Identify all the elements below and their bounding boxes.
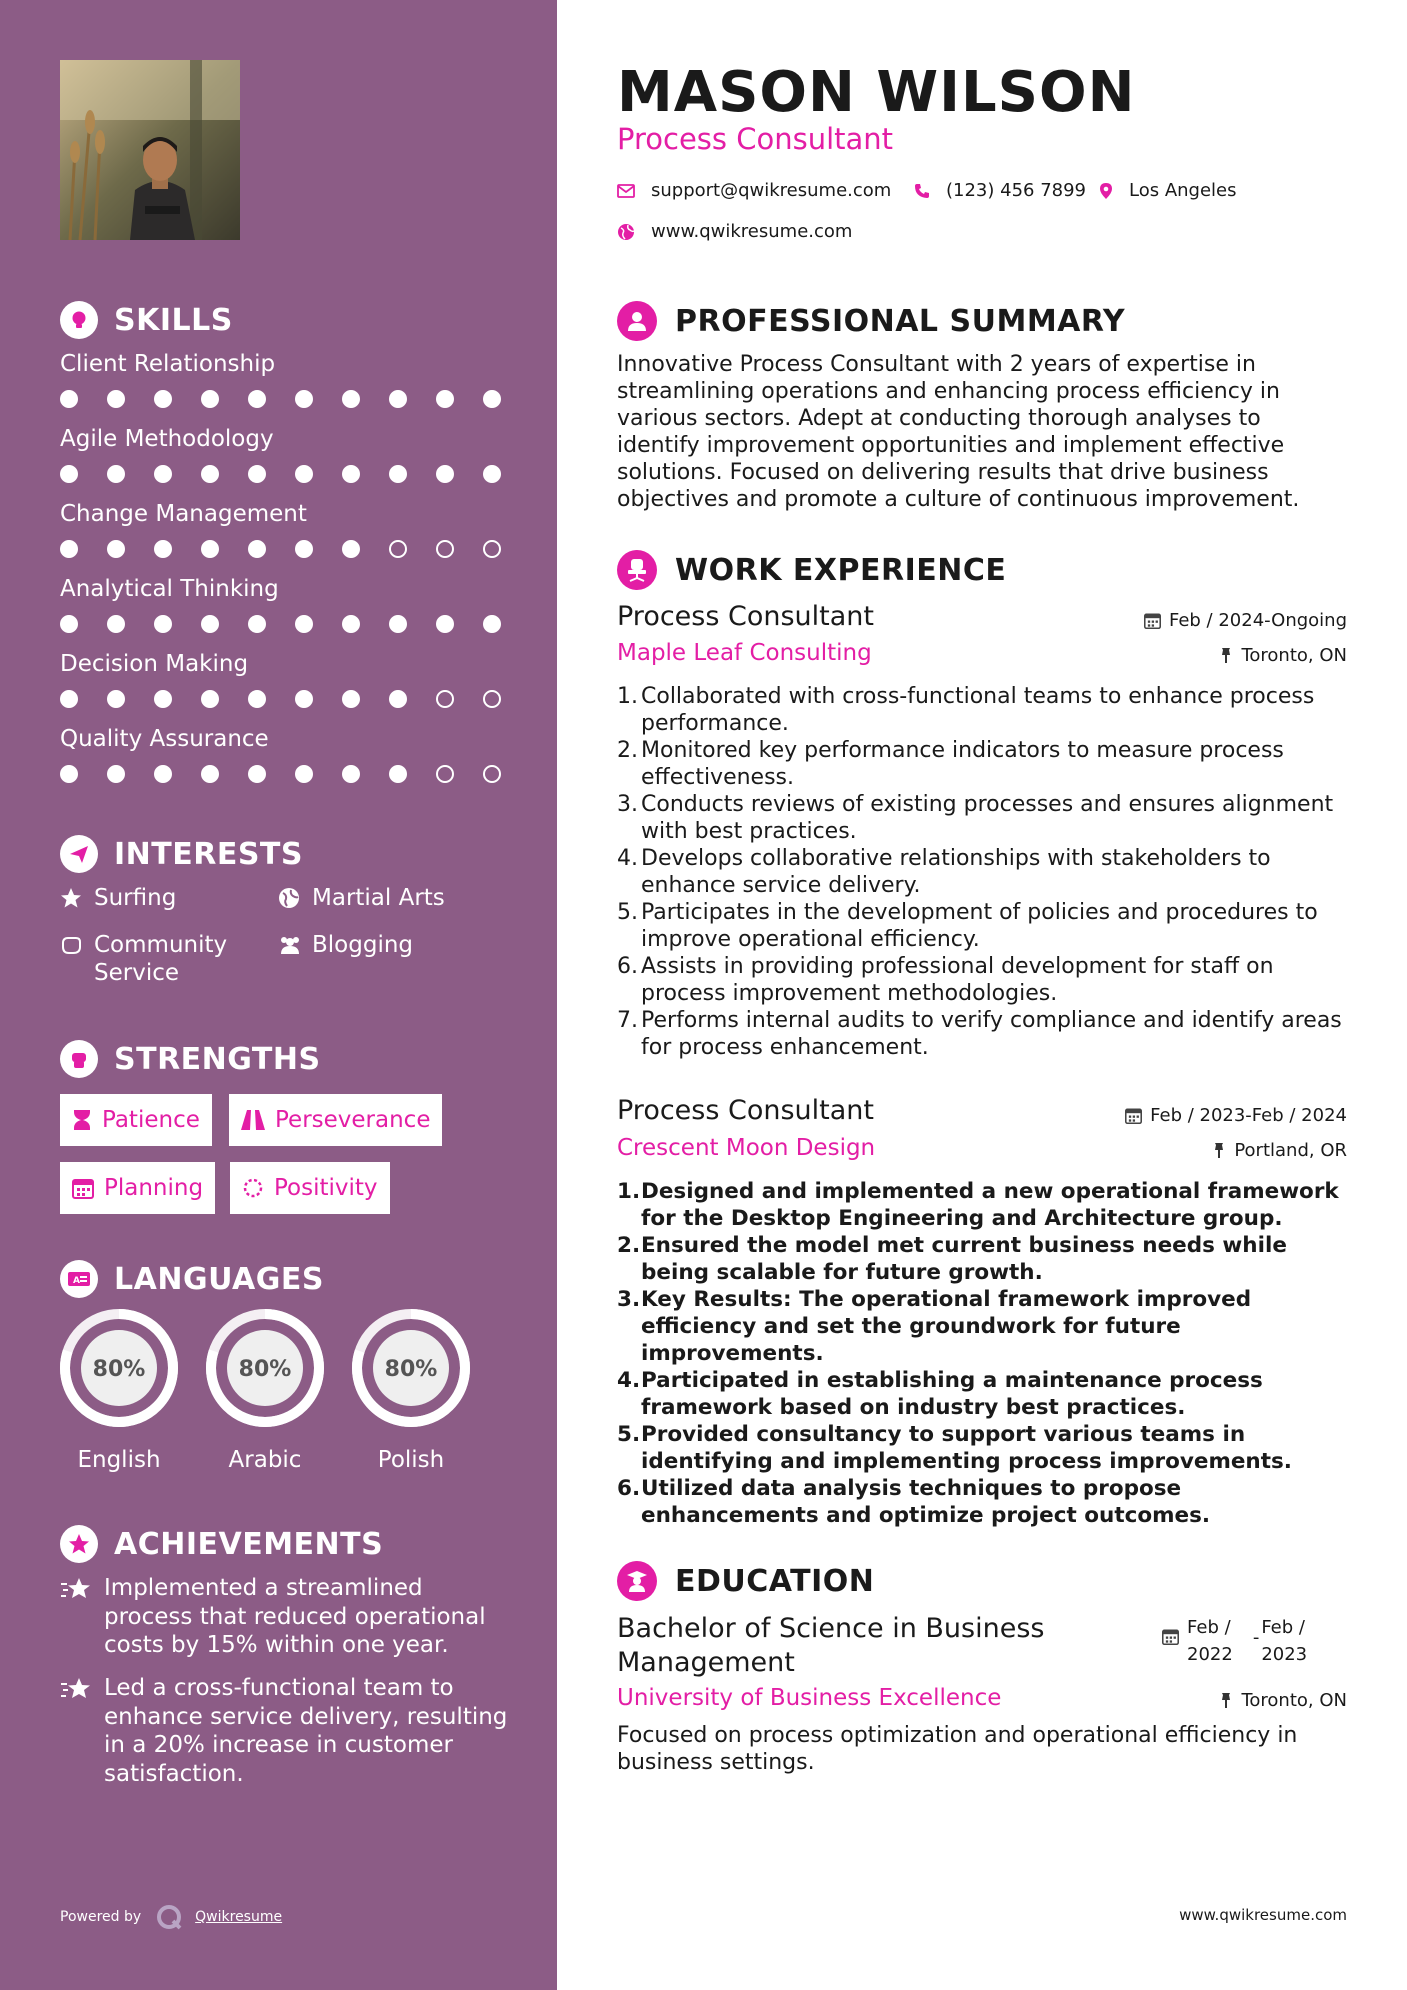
skill-dot-filled (107, 390, 125, 408)
skill-dot-filled (154, 540, 172, 558)
skill-dot-filled (483, 465, 501, 483)
language-item (350, 1307, 472, 1473)
duty-item: 5. Provided consultancy to support various teams in identifying and implementing process improvements. (617, 1422, 1292, 1474)
sparkle-star-icon (60, 1576, 92, 1660)
achievements-title: ACHIEVEMENTS (114, 1526, 384, 1562)
skill-name: Analytical Thinking (60, 576, 279, 602)
strengths-title: STRENGTHS (114, 1041, 321, 1077)
interest-item: Blogging (278, 931, 413, 963)
skill-dot-empty (483, 690, 501, 708)
achievements-heading (60, 1525, 383, 1563)
skill-dot-filled (342, 540, 360, 558)
profile-photo (60, 60, 240, 240)
star-icon (60, 887, 82, 916)
skill-dot-filled (483, 615, 501, 633)
interests-heading (60, 835, 303, 873)
language-item (58, 1307, 180, 1473)
skill-dot-filled (389, 690, 407, 708)
pushpin-icon (1219, 1692, 1233, 1709)
interest-item: Surfing (60, 884, 176, 916)
sparkle-star-icon (60, 1676, 92, 1788)
footer-url[interactable]: www.qwikresume.com (1179, 1906, 1347, 1924)
skill-dot-filled (107, 465, 125, 483)
skill-name: Change Management (60, 501, 307, 527)
skill-dot-empty (389, 540, 407, 558)
qwikresume-link[interactable]: Qwikresume (195, 1909, 283, 1925)
interest-item: Community Service (60, 931, 240, 987)
job-date: Feb / 2023-Feb / 2024 (1125, 1105, 1347, 1126)
strength-badge: Patience (60, 1094, 212, 1146)
skill-name: Decision Making (60, 651, 249, 677)
candidate-role: Process Consultant (617, 122, 894, 156)
strength-badge: Planning (60, 1162, 215, 1214)
job-duties (617, 683, 1347, 1061)
skill-dot-filled (342, 465, 360, 483)
skill-rating (60, 765, 530, 783)
education-heading: EDUCATION (617, 1561, 874, 1601)
skill-dot-filled (60, 540, 78, 558)
languages-heading (60, 1260, 324, 1298)
language-name: Polish (377, 1447, 445, 1473)
skill-dot-empty (436, 540, 454, 558)
skill-dot-empty (436, 765, 454, 783)
skill-dot-empty (483, 540, 501, 558)
duty-item: 6. Utilized data analysis techniques to propose enhancements and optimize project outcomes. (617, 1476, 1211, 1528)
achievement-item: Implemented a streamlined process that reduced operational costs by 15% within one year. (60, 1574, 500, 1660)
skill-dot-filled (248, 465, 266, 483)
job-location: Toronto, ON (1219, 645, 1347, 666)
skill-dot-filled (342, 615, 360, 633)
calendar-icon (72, 1177, 94, 1199)
skill-dot-filled (483, 390, 501, 408)
skill-rating (60, 690, 530, 708)
language-gauge (58, 1307, 180, 1429)
education-dates: Feb / 2022 - Feb / 2023 (1162, 1614, 1307, 1668)
skill-dot-filled (389, 390, 407, 408)
skill-dot-filled (60, 390, 78, 408)
skills-heading (60, 301, 233, 339)
skill-name: Client Relationship (60, 351, 276, 377)
skill-dot-filled (201, 390, 219, 408)
skill-dot-filled (60, 465, 78, 483)
language-gauge (350, 1307, 472, 1429)
skill-dot-filled (248, 615, 266, 633)
language-name: English (77, 1447, 161, 1473)
contact-website[interactable]: www.qwikresume.com (617, 221, 852, 242)
skill-dot-filled (154, 690, 172, 708)
skill-rating (60, 465, 530, 483)
duty-item: 6. Assists in providing professional development for staff on process improvement methodologies. (617, 954, 1274, 1006)
skill-dot-empty (483, 765, 501, 783)
skill-dot-filled (436, 615, 454, 633)
skill-dot-filled (389, 765, 407, 783)
skill-dot-filled (248, 390, 266, 408)
skill-dot-filled (342, 765, 360, 783)
skill-rating (60, 390, 530, 408)
skill-dot-filled (389, 615, 407, 633)
summary-heading: PROFESSIONAL SUMMARY (617, 301, 1125, 341)
hourglass-icon (72, 1109, 92, 1131)
fist-icon (60, 1040, 98, 1078)
skill-dot-filled (295, 390, 313, 408)
skill-dot-filled (154, 615, 172, 633)
skill-dot-filled (436, 390, 454, 408)
graduate-icon (617, 1561, 657, 1601)
skill-name: Agile Methodology (60, 426, 274, 452)
skill-dot-filled (342, 390, 360, 408)
skill-dot-filled (295, 765, 313, 783)
skill-dot-filled (107, 540, 125, 558)
contact-location: Los Angeles (1099, 180, 1237, 201)
duty-item: 4. Develops collaborative relationships with stakeholders to enhance service delivery. (617, 846, 1271, 898)
calendar-icon (1144, 612, 1161, 629)
strength-badge: Positivity (230, 1162, 390, 1214)
office-chair-icon (617, 550, 657, 590)
skill-dot-filled (295, 540, 313, 558)
skill-dot-filled (107, 690, 125, 708)
skill-dot-filled (295, 690, 313, 708)
calendar-icon (1162, 1628, 1179, 1645)
skill-dot-filled (60, 690, 78, 708)
skill-dot-filled (248, 765, 266, 783)
job-duties (617, 1178, 1347, 1529)
interests-title: INTERESTS (114, 836, 303, 872)
skill-dot-filled (154, 390, 172, 408)
summary-text: Innovative Process Consultant with 2 years of expertise in streamlining operations and enhancing process efficiency in various sectors. Adept at conducting thorough analyses to identify improvement opportunities and implement effective solutions. Focused on delivering results that drive business objectives and promote a culture of continuous improvement. (617, 352, 1300, 512)
paper-plane-icon (60, 835, 98, 873)
job-company: Maple Leaf Consulting (617, 640, 872, 666)
duty-item: 3. Conducts reviews of existing processes and ensures alignment with best practices. (617, 792, 1334, 844)
skill-dot-empty (436, 690, 454, 708)
skill-dot-filled (295, 465, 313, 483)
hand-icon (60, 934, 82, 963)
skill-dot-filled (107, 765, 125, 783)
language-percent: 80% (384, 1357, 438, 1382)
job-date: Feb / 2024-Ongoing (1144, 610, 1347, 631)
job-title: Process Consultant (617, 601, 875, 632)
qwikresume-logo-icon (155, 1903, 183, 1931)
skills-title: SKILLS (114, 302, 233, 338)
interest-item: Martial Arts (278, 884, 445, 916)
experience-heading: WORK EXPERIENCE (617, 550, 1006, 590)
users-icon (278, 934, 300, 963)
skill-dot-filled (201, 465, 219, 483)
job-location: Portland, OR (1212, 1140, 1347, 1161)
skill-dot-filled (60, 615, 78, 633)
duty-item: 7. Performs internal audits to verify compliance and identify areas for process enhancement. (617, 1008, 1342, 1060)
duty-item: 3. Key Results: The operational framework improved efficiency and set the groundwork for future improvements. (617, 1287, 1252, 1366)
skill-rating (60, 615, 530, 633)
svg-text:A: A (73, 1276, 80, 1286)
skill-dot-filled (107, 615, 125, 633)
skill-dot-filled (295, 615, 313, 633)
duty-item: 2. Ensured the model met current business needs while being scalable for future growth. (617, 1233, 1287, 1285)
star-badge-icon (60, 1525, 98, 1563)
strengths-heading (60, 1040, 321, 1078)
language-percent: 80% (238, 1357, 292, 1382)
duty-item: 1. Designed and implemented a new operational framework for the Desktop Engineering and Architecture group. (617, 1179, 1339, 1231)
pushpin-icon (1212, 1142, 1226, 1159)
language-percent: 80% (92, 1357, 146, 1382)
candidate-name: MASON WILSON (617, 60, 1136, 125)
contact-phone[interactable]: (123) 456 7899 (914, 180, 1086, 201)
skill-dot-filled (248, 540, 266, 558)
skill-dot-filled (154, 765, 172, 783)
strength-badge: Perseverance (229, 1094, 442, 1146)
achievement-item: Led a cross-functional team to enhance service delivery, resulting in a 20% increase in customer satisfaction. (60, 1674, 510, 1788)
map-pin-icon (1099, 182, 1113, 200)
globe-icon (278, 887, 300, 916)
calendar-icon (1125, 1107, 1142, 1124)
language-gauge (204, 1307, 326, 1429)
skill-dot-filled (201, 540, 219, 558)
duty-item: 4. Participated in establishing a maintenance process framework based on industry best practices. (617, 1368, 1263, 1420)
lightbulb-icon (60, 301, 98, 339)
language-icon (60, 1260, 98, 1298)
envelope-icon (617, 184, 635, 198)
language-name: Arabic (228, 1447, 302, 1473)
pushpin-icon (1219, 647, 1233, 664)
skill-dot-filled (201, 765, 219, 783)
skill-dot-filled (342, 690, 360, 708)
skill-dot-filled (201, 690, 219, 708)
job-title: Process Consultant (617, 1095, 875, 1126)
languages-title: LANGUAGES (114, 1261, 324, 1297)
duty-item: 2. Monitored key performance indicators to measure process effectiveness. (617, 738, 1284, 790)
skill-dot-filled (201, 615, 219, 633)
spinner-icon (242, 1177, 264, 1199)
contact-email[interactable]: support@qwikresume.com (617, 180, 891, 201)
job-company: Crescent Moon Design (617, 1135, 876, 1161)
user-icon (617, 301, 657, 341)
skill-rating (60, 540, 530, 558)
skill-dot-filled (248, 690, 266, 708)
globe-icon (617, 223, 635, 241)
skill-dot-filled (389, 465, 407, 483)
sidebar (0, 0, 557, 1990)
duty-item: 5. Participates in the development of policies and procedures to improve operational efficiency. (617, 900, 1318, 952)
school-name: University of Business Excellence (617, 1685, 1002, 1711)
degree-title: Bachelor of Science in Business Management (617, 1613, 1045, 1678)
duty-item: 1. Collaborated with cross-functional teams to enhance process performance. (617, 684, 1315, 736)
skill-dot-filled (154, 465, 172, 483)
skill-name: Quality Assurance (60, 726, 269, 752)
skill-dot-filled (436, 465, 454, 483)
road-icon (241, 1110, 265, 1130)
powered-by: Powered by Qwikresume (60, 1903, 282, 1931)
education-location: Toronto, ON (1219, 1690, 1347, 1711)
language-item (204, 1307, 326, 1473)
education-description: Focused on process optimization and operational efficiency in business settings. (617, 1723, 1298, 1775)
phone-icon (914, 183, 930, 199)
skill-dot-filled (60, 765, 78, 783)
